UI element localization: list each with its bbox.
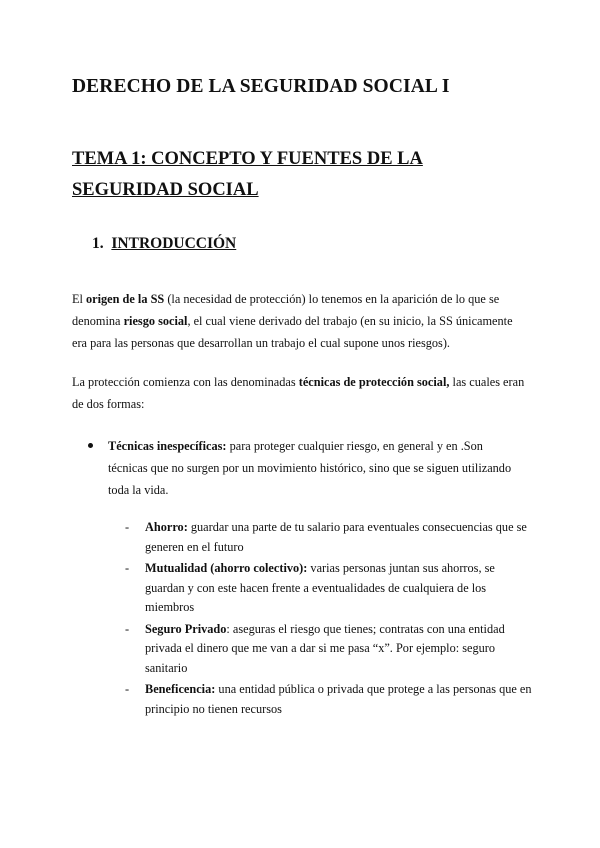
sub-item-text: varias personas juntan sus ahorros, se guardan y con este hacen frente a eventualidades de cualquiera de los miembros (145, 561, 495, 614)
paragraph-bold-term: técnicas de protección social, (298, 375, 450, 389)
tema-heading-line2: SEGURIDAD SOCIAL (72, 180, 259, 200)
tema-heading (72, 144, 542, 206)
sub-item-text: una entidad pública o privada que protege a las personas que en principio no tienen recursos (145, 682, 532, 716)
sub-item-label: Ahorro: (145, 520, 188, 534)
dash-icon: - (125, 520, 130, 534)
sub-item-label: Beneficencia: (145, 682, 216, 696)
bullet-text: para proteger cualquier riesgo, en general y en .Son técnicas que no surgen por un movimiento histórico, sino que se siguen utilizando toda la vida. (108, 439, 512, 497)
section-number: 1. (92, 235, 104, 252)
paragraph-origen (72, 288, 528, 354)
tema-heading-line1: TEMA 1: CONCEPTO Y FUENTES DE LA (72, 149, 423, 169)
dash-icon: - (125, 561, 130, 575)
paragraph-bold-term: riesgo social (123, 314, 188, 328)
section-title: INTRODUCCIÓN (111, 235, 237, 252)
paragraph-proteccion (72, 371, 528, 415)
paragraph-text: las cuales eran de dos formas: (72, 375, 525, 411)
sub-list (125, 518, 535, 721)
sub-item-text: guardar una parte de tu salario para eventuales consecuencias que se generen en el futuro (145, 520, 527, 554)
document-title: DERECHO DE LA SEGURIDAD SOCIAL I (72, 76, 450, 97)
bullet-label: Técnicas inespecíficas: (108, 439, 227, 453)
sub-item-mutualidad (125, 559, 535, 618)
section-heading (92, 235, 236, 253)
sub-item-beneficencia (125, 680, 535, 719)
sub-item-text: : aseguras el riesgo que tienes; contratas con una entidad privada el dinero que me van a dar si me pasa “x”. Por ejemplo: seguro sanitario (145, 621, 505, 675)
bullet-dot-icon (88, 443, 93, 448)
sub-item-label: Mutualidad (ahorro colectivo): (145, 561, 308, 575)
paragraph-text: La protección comienza con las denominadas (72, 375, 299, 389)
paragraph-text: El (72, 292, 87, 306)
sub-item-seguro-privado (125, 620, 535, 679)
paragraph-text: (la necesidad de protección) lo tenemos en la aparición de lo que se denomina (72, 292, 500, 328)
sub-item-label: Seguro Privado (145, 621, 227, 636)
bullet-item (108, 435, 520, 501)
sub-item-ahorro (125, 518, 535, 557)
paragraph-bold-term: origen de la SS (86, 292, 165, 306)
dash-icon: - (125, 621, 130, 636)
paragraph-text: , el cual viene derivado del trabajo (en su inicio, la SS únicamente era para las personas que desarrollan un trabajo el cual supone unos riesgos). (72, 314, 513, 350)
dash-icon: - (125, 682, 130, 696)
